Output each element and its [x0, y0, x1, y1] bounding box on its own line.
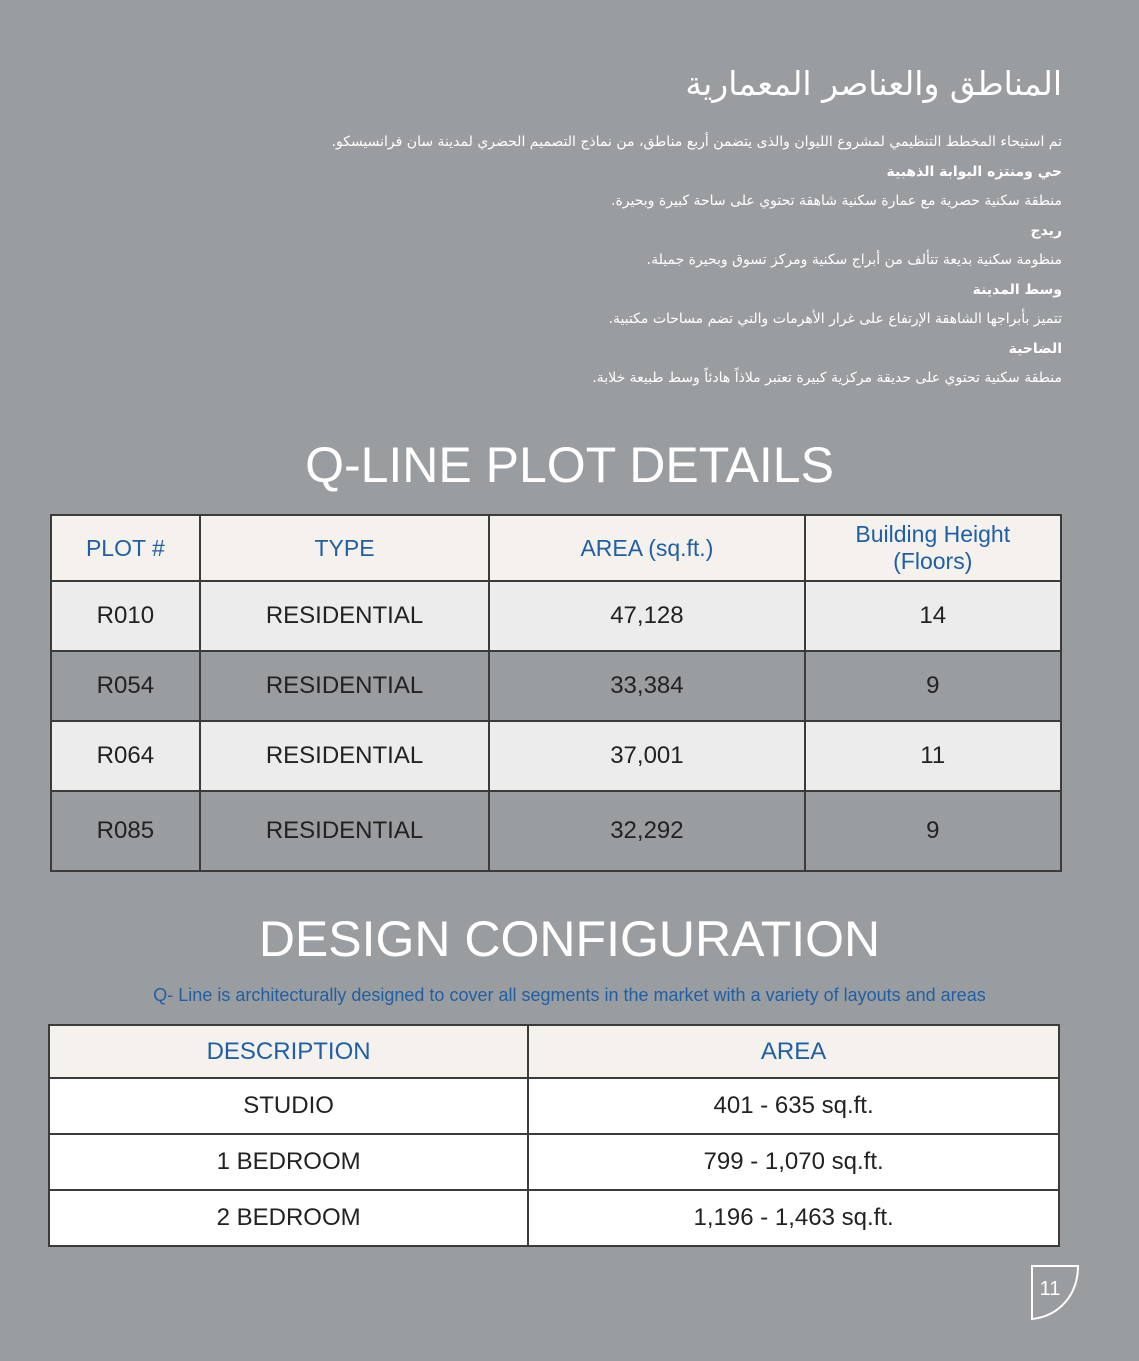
- table-row: [49, 1134, 1059, 1190]
- cell-floors: 9: [805, 651, 1061, 721]
- table-row: [49, 1190, 1059, 1246]
- plot-details-title: Q-LINE PLOT DETAILS: [305, 437, 834, 493]
- cell-floors: 9: [805, 791, 1061, 871]
- header-area: AREA: [528, 1025, 1059, 1078]
- zone-name: وسط المدينة: [972, 281, 1062, 298]
- cell-area: 47,128: [489, 581, 804, 651]
- zone-desc: منطقة سكنية حصرية مع عمارة سكنية شاهقة تحتوي على ساحة كبيرة وبحيرة.: [611, 193, 1062, 209]
- header-height-line2: (Floors): [893, 548, 973, 574]
- header-height-line1: Building Height: [855, 521, 1011, 547]
- table-row: [51, 581, 1061, 651]
- cell-plot: R064: [51, 721, 200, 791]
- header-description: DESCRIPTION: [49, 1025, 528, 1078]
- header-area: AREA (sq.ft.): [489, 515, 804, 581]
- header-type: TYPE: [200, 515, 490, 581]
- cell-floors: 11: [805, 721, 1061, 791]
- zone-desc: منظومة سكنية بديعة تتألف من أبراج سكنية ومركز تسوق وبحيرة جميلة.: [646, 252, 1062, 268]
- cell-type: RESIDENTIAL: [200, 581, 490, 651]
- table-row: [51, 721, 1061, 791]
- cell-description: 2 BEDROOM: [49, 1190, 528, 1246]
- arabic-title: المناطق والعناصر المعمارية: [685, 64, 1062, 103]
- cell-area: 32,292: [489, 791, 804, 871]
- plot-details-table: [50, 514, 1062, 872]
- table-row: [49, 1078, 1059, 1134]
- cell-type: RESIDENTIAL: [200, 721, 490, 791]
- page-number-badge: [1030, 1264, 1080, 1321]
- header-building-height: [805, 515, 1061, 581]
- cell-plot: R054: [51, 651, 200, 721]
- zone-name: الضاحية: [1008, 340, 1062, 357]
- design-subtitle: Q- Line is architecturally designed to cover all segments in the market with a variety of layouts and areas: [153, 985, 986, 1005]
- table-row: [51, 791, 1061, 871]
- zone-desc: تتميز بأبراجها الشاهقة الإرتفاع على غرار الأهرمات والتي تضم مساحات مكتبية.: [608, 311, 1062, 327]
- arabic-intro: تم استيحاء المخطط التنظيمي لمشروع الليوان والذى يتضمن أربع مناطق، من نماذج التصميم الحضري لمدينة سان فرانسيسكو.: [331, 134, 1062, 150]
- cell-plot: R010: [51, 581, 200, 651]
- cell-area: 1,196 - 1,463 sq.ft.: [528, 1190, 1059, 1246]
- table-row: [51, 651, 1061, 721]
- cell-floors: 14: [805, 581, 1061, 651]
- header-plot: PLOT #: [51, 515, 200, 581]
- cell-area: 33,384: [489, 651, 804, 721]
- page-number: 11: [1039, 1278, 1061, 1300]
- zone-name: حي ومنتزه البوابة الذهبية: [886, 163, 1062, 180]
- cell-plot: R085: [51, 791, 200, 871]
- arabic-section: [240, 58, 1062, 394]
- table-header-row: [51, 515, 1061, 581]
- cell-area: 401 - 635 sq.ft.: [528, 1078, 1059, 1134]
- table-header-row: [49, 1025, 1059, 1078]
- cell-description: 1 BEDROOM: [49, 1134, 528, 1190]
- cell-type: RESIDENTIAL: [200, 791, 490, 871]
- cell-area: 799 - 1,070 sq.ft.: [528, 1134, 1059, 1190]
- cell-description: STUDIO: [49, 1078, 528, 1134]
- cell-area: 37,001: [489, 721, 804, 791]
- design-configuration-table: [48, 1024, 1060, 1247]
- zone-name: ريدج: [1030, 222, 1062, 239]
- zone-desc: منطقة سكنية تحتوي على حديقة مركزية كبيرة تعتبر ملاذاً هادئاً وسط طبيعة خلابة.: [592, 370, 1062, 386]
- design-configuration-title: DESIGN CONFIGURATION: [258, 911, 881, 967]
- cell-type: RESIDENTIAL: [200, 651, 490, 721]
